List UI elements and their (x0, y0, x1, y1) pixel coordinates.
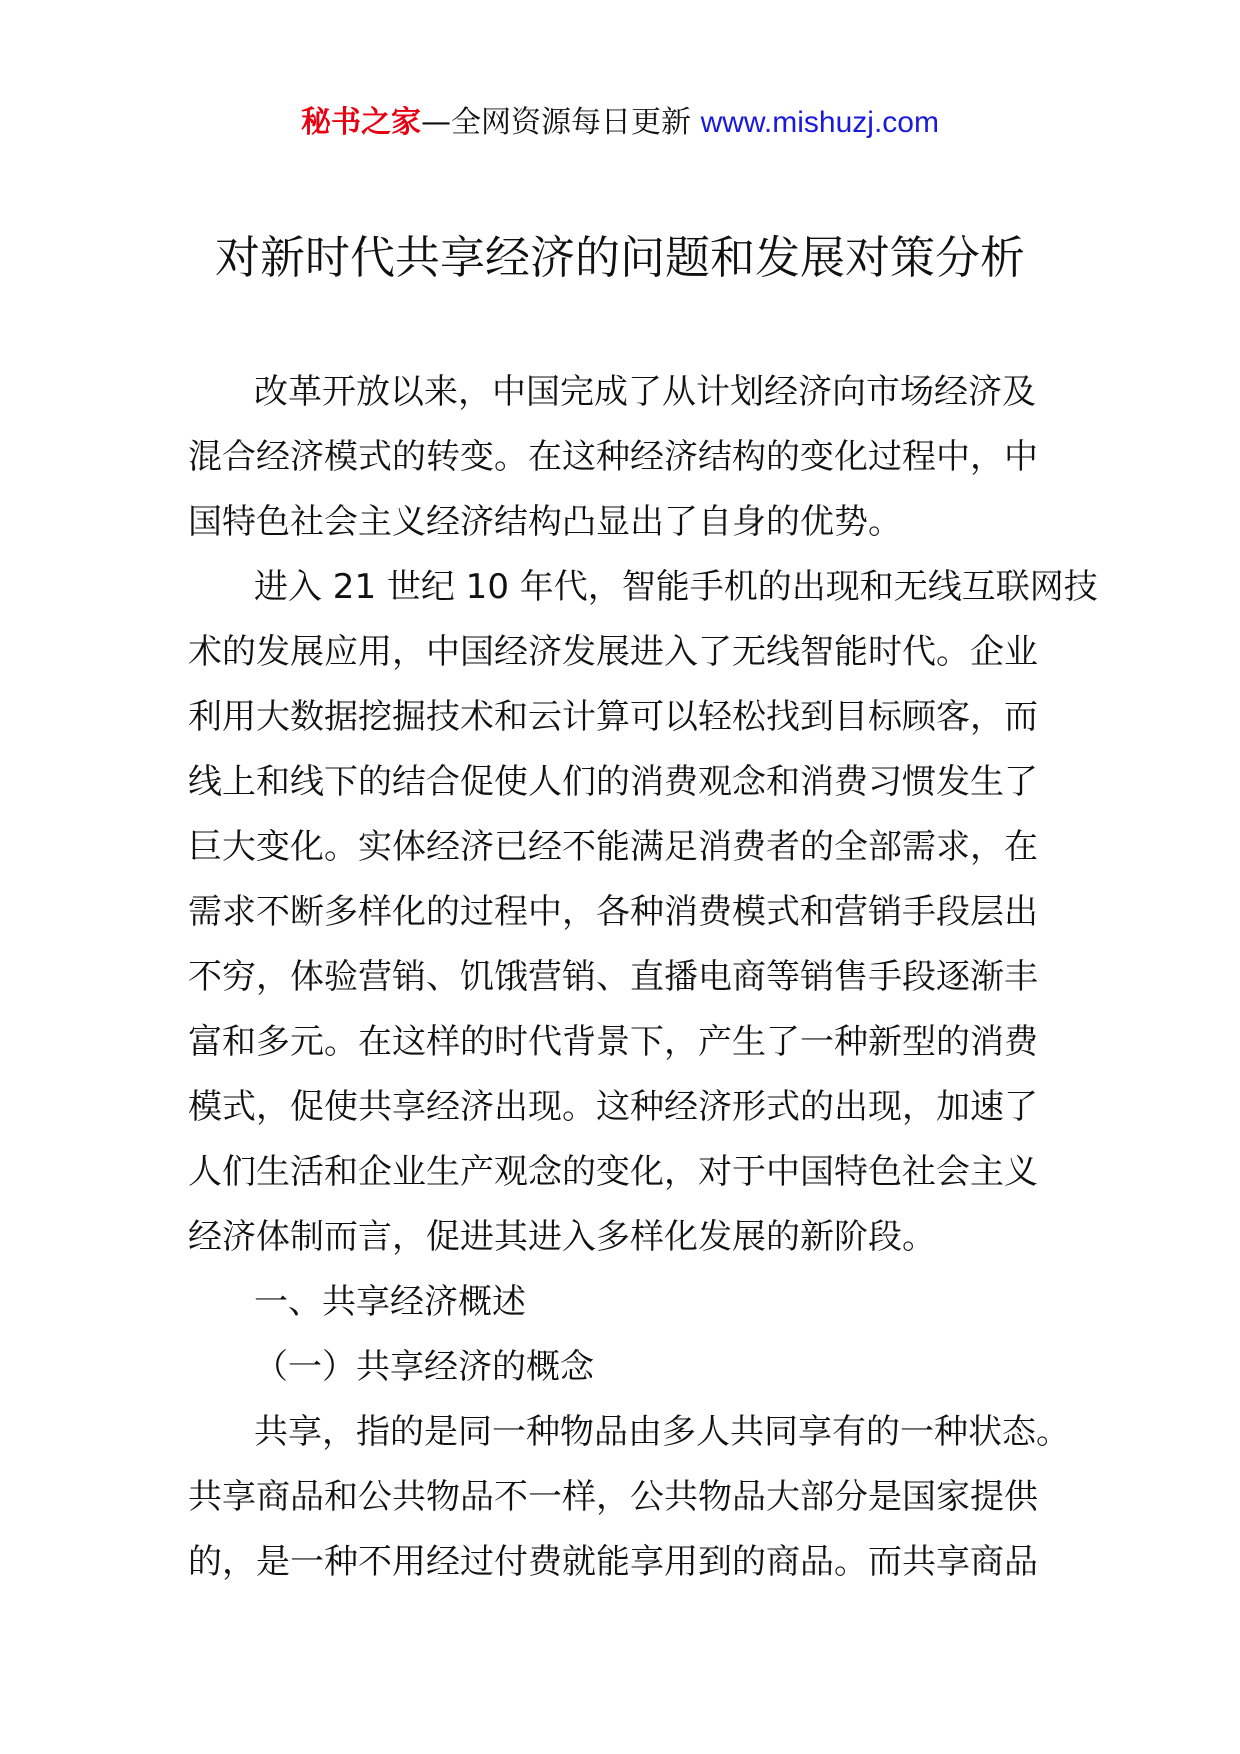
paragraph-line: 混合经济模式的转变。在这种经济结构的变化过程中，中 (188, 437, 1038, 477)
paragraph-line: 富和多元。在这样的时代背景下，产生了一种新型的消费 (188, 1022, 1038, 1062)
brand-name: 秘书之家 (301, 105, 422, 140)
paragraph-line: 经济体制而言，促进其进入多样化发展的新阶段。 (188, 1217, 936, 1257)
document-title: 对新时代共享经济的问题和发展对策分析 (214, 231, 1025, 284)
paragraph-line: 改革开放以来，中国完成了从计划经济向市场经济及 (254, 372, 1036, 412)
header-tagline: —全网资源每日更新 (421, 105, 692, 140)
paragraph-line: 线上和线下的结合促使人们的消费观念和消费习惯发生了 (188, 762, 1038, 802)
paragraph-line: 人们生活和企业生产观念的变化，对于中国特色社会主义 (188, 1152, 1038, 1192)
document-body (188, 360, 1098, 1595)
subsection-heading: （一）共享经济的概念 (254, 1347, 594, 1387)
paragraph-line: 模式，促使共享经济出现。这种经济形式的出现，加速了 (188, 1087, 1038, 1127)
paragraph-line: 巨大变化。实体经济已经不能满足消费者的全部需求，在 (188, 827, 1038, 867)
paragraph-line: 术的发展应用，中国经济发展进入了无线智能时代。企业 (188, 632, 1038, 672)
site-url-link[interactable]: www.mishuzj.com (700, 106, 939, 139)
paragraph-line: 共享，指的是同一种物品由多人共同享有的一种状态。 (254, 1412, 1070, 1452)
paragraph-line: 进入 21 世纪 10 年代，智能手机的出现和无线互联网技 (254, 567, 1098, 607)
paragraph-line: 利用大数据挖掘技术和云计算可以轻松找到目标顾客，而 (188, 697, 1038, 737)
paragraph-line: 需求不断多样化的过程中，各种消费模式和营销手段层出 (188, 892, 1038, 932)
paragraph-line: 共享商品和公共物品不一样，公共物品大部分是国家提供 (188, 1477, 1038, 1517)
paragraph-line: 的，是一种不用经过付费就能享用到的商品。而共享商品 (188, 1542, 1038, 1582)
site-header (0, 103, 1240, 143)
paragraph-line: 不穷，体验营销、饥饿营销、直播电商等销售手段逐渐丰 (188, 957, 1038, 997)
paragraph-line: 国特色社会主义经济结构凸显出了自身的优势。 (188, 502, 902, 542)
section-heading: 一、共享经济概述 (254, 1282, 526, 1322)
